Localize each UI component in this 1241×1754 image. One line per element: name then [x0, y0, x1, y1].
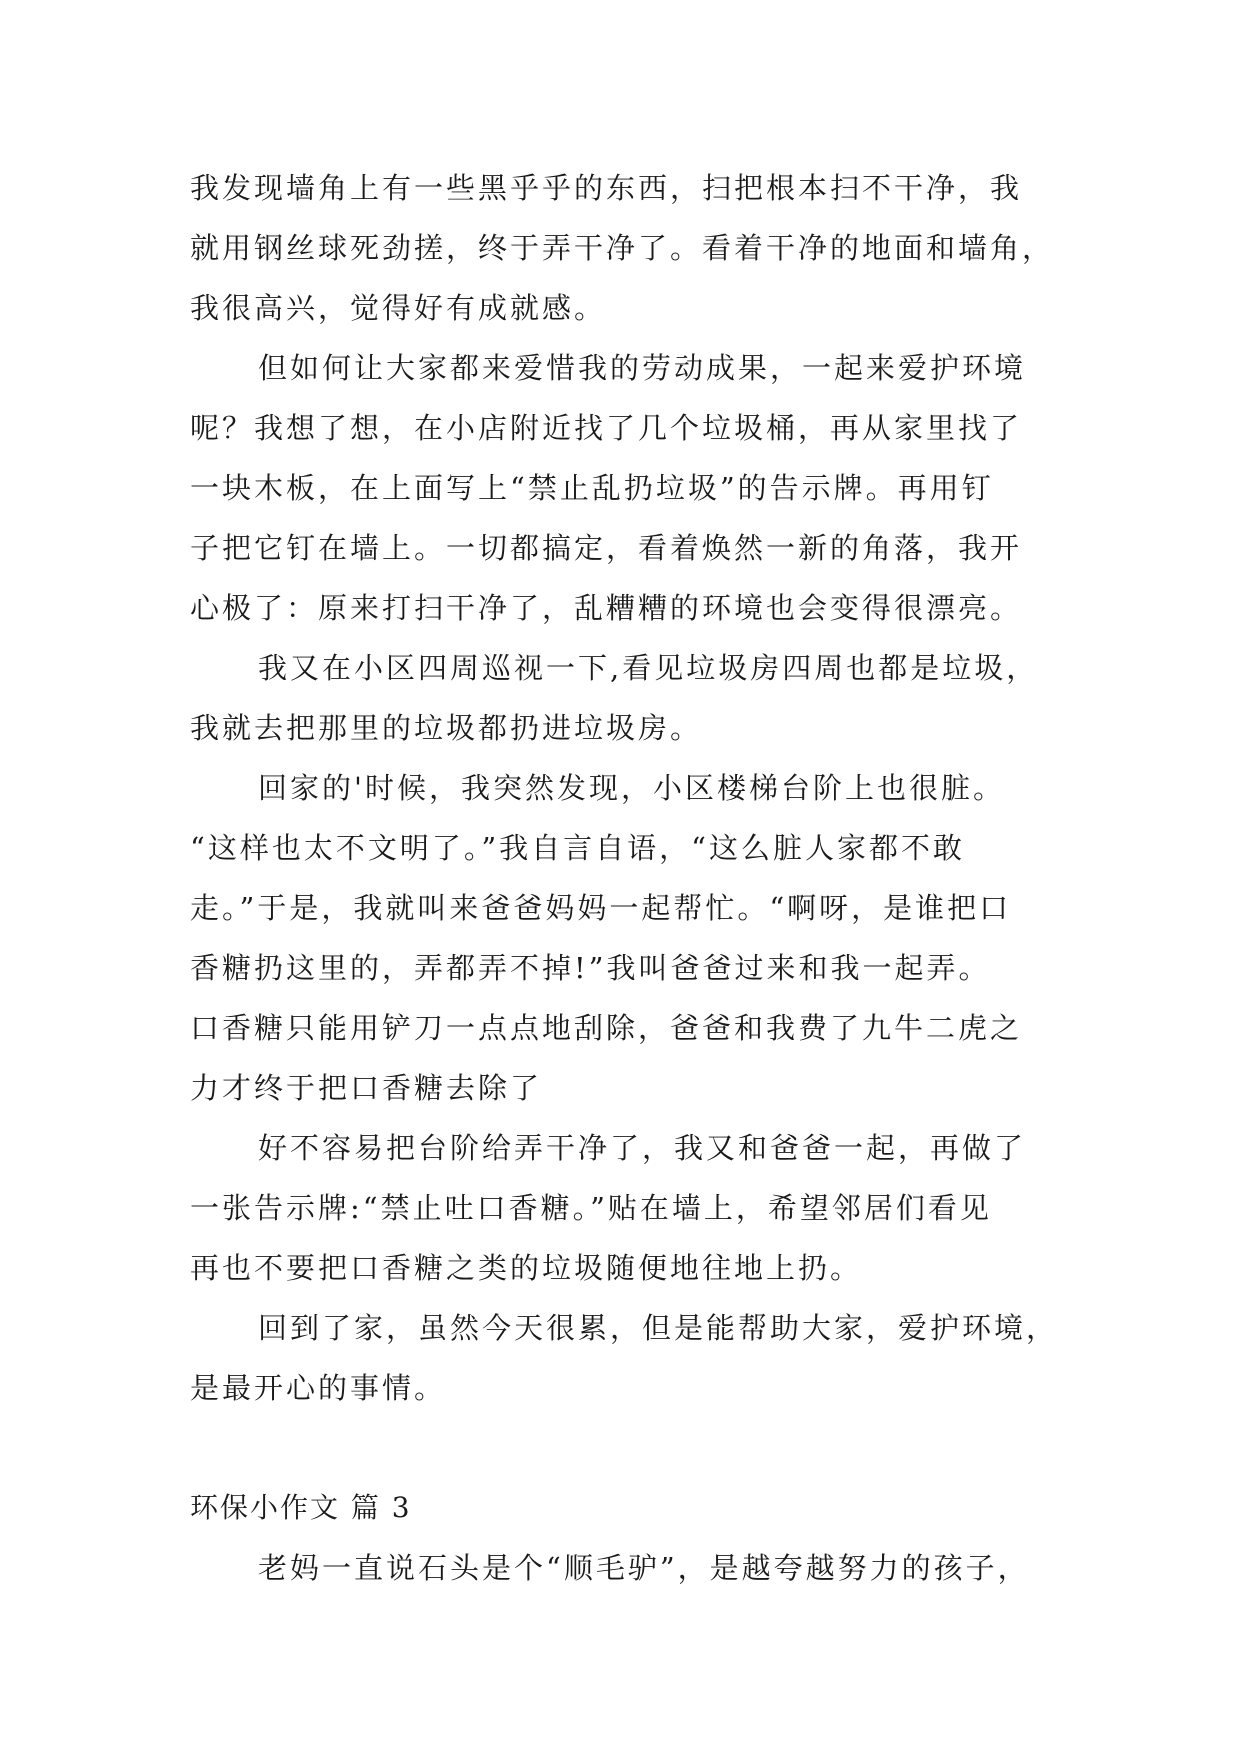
text-line: 力才终于把口香糖去除了	[190, 1071, 543, 1105]
text-line: 好不容易把台阶给弄干净了，我又和爸爸一起，再做了	[258, 1131, 1027, 1165]
text-line: 回到了家，虽然今天很累，但是能帮助大家，爱护环境，	[258, 1311, 1059, 1345]
text-line: 是最开心的事情。	[190, 1371, 447, 1405]
text-line: 我又在小区四周巡视一下,看见垃圾房四周也都是垃圾，	[258, 651, 1039, 685]
text-line: 一块木板，在上面写上“禁止乱扔垃圾”的告示牌。再用钉	[190, 471, 994, 505]
text-line: 走。”于是，我就叫来爸爸妈妈一起帮忙。“啊呀，是谁把口	[190, 891, 1012, 925]
text-line: 呢？我想了想，在小店附近找了几个垃圾桶，再从家里找了	[190, 411, 1023, 445]
text-line: 子把它钉在墙上。一切都搞定，看着焕然一新的角落，我开	[190, 531, 1023, 565]
text-line: 再也不要把口香糖之类的垃圾随便地往地上扔。	[190, 1251, 863, 1285]
text-line: 心极了：原来打扫干净了，乱糟糟的环境也会变得很漂亮。	[190, 591, 1023, 625]
text-line: “这样也太不文明了。”我自言自语，“这么脏人家都不敢	[190, 831, 965, 865]
text-line: 我发现墙角上有一些黑乎乎的东西，扫把根本扫不干净，我	[190, 171, 1023, 205]
text-line: 老妈一直说石头是个“顺毛驴”，是越夸越努力的孩子，	[258, 1551, 1030, 1585]
text-line: 回家的'时候，我突然发现，小区楼梯台阶上也很脏。	[258, 771, 1005, 805]
text-line: 我就去把那里的垃圾都扔进垃圾房。	[190, 711, 703, 745]
section-heading: 环保小作文 篇 3	[190, 1491, 412, 1524]
text-line: 但如何让大家都来爱惜我的劳动成果，一起来爱护环境	[258, 351, 1027, 385]
text-line: 香糖扔这里的，弄都弄不掉!”我叫爸爸过来和我一起弄。	[190, 951, 991, 985]
text-line: 口香糖只能用铲刀一点点地刮除，爸爸和我费了九牛二虎之	[190, 1011, 1023, 1045]
text-line: 就用钢丝球死劲搓，终于弄干净了。看着干净的地面和墙角，	[190, 231, 1055, 265]
text-line: 我很高兴，觉得好有成就感。	[190, 291, 607, 325]
text-line: 一张告示牌:“禁止吐口香糖。”贴在墙上，希望邻居们看见	[190, 1191, 992, 1225]
